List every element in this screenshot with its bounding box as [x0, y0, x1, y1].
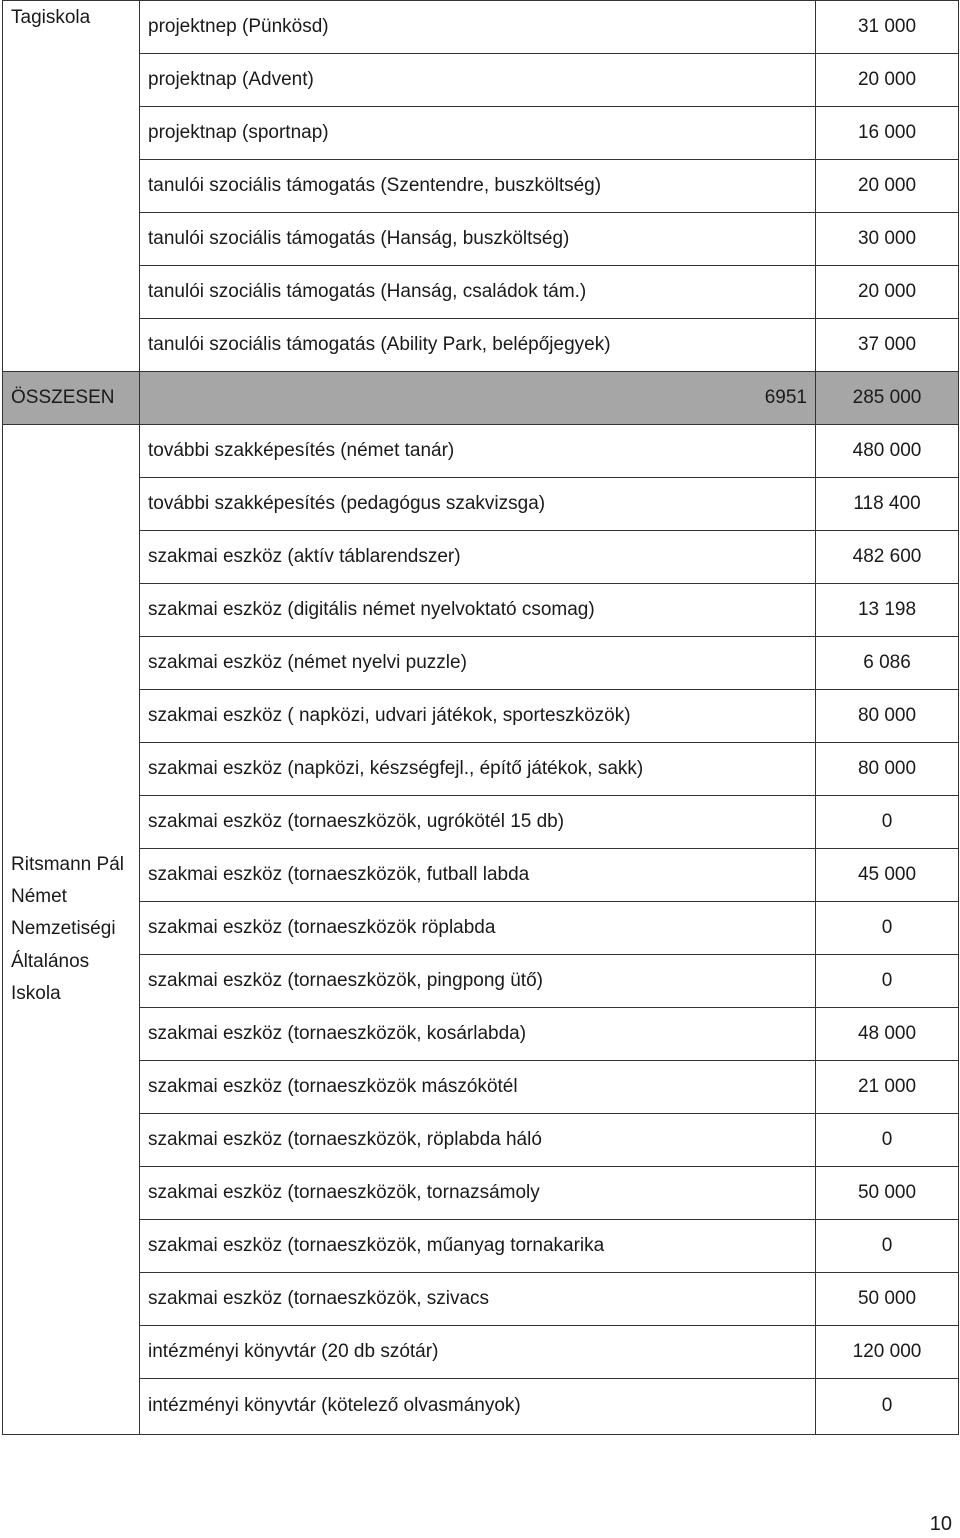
table-row	[3, 160, 959, 213]
table-row	[3, 478, 959, 531]
item-amount: 0	[816, 1379, 959, 1435]
item-description: tanulói szociális támogatás (Hanság, buszköltség)	[140, 213, 816, 266]
item-description: szakmai eszköz (tornaeszközök, futball labda	[140, 849, 816, 902]
table-row	[3, 266, 959, 319]
item-amount: 0	[816, 796, 959, 849]
item-amount: 120 000	[816, 1326, 959, 1379]
item-description: intézményi könyvtár (20 db szótár)	[140, 1326, 816, 1379]
item-description: szakmai eszköz (tornaeszközök, röplabda háló	[140, 1114, 816, 1167]
school-name: Tagiskola	[3, 1, 140, 372]
item-amount: 31 000	[816, 1, 959, 54]
item-amount: 48 000	[816, 1008, 959, 1061]
item-description: szakmai eszköz (tornaeszközök, tornazsámoly	[140, 1167, 816, 1220]
total-row	[3, 372, 959, 425]
item-amount: 37 000	[816, 319, 959, 372]
table-row	[3, 796, 959, 849]
table-row	[3, 107, 959, 160]
item-amount: 30 000	[816, 213, 959, 266]
table-row	[3, 1326, 959, 1379]
table-row	[3, 690, 959, 743]
table-row	[3, 1008, 959, 1061]
item-amount: 13 198	[816, 584, 959, 637]
table-row	[3, 531, 959, 584]
item-amount: 50 000	[816, 1167, 959, 1220]
item-description: szakmai eszköz (tornaeszközök röplabda	[140, 902, 816, 955]
table-row	[3, 425, 959, 478]
item-amount: 480 000	[816, 425, 959, 478]
item-description: projektnap (Advent)	[140, 54, 816, 107]
table-row	[3, 1114, 959, 1167]
item-amount: 118 400	[816, 478, 959, 531]
table-row	[3, 955, 959, 1008]
item-amount: 0	[816, 955, 959, 1008]
item-amount: 0	[816, 1114, 959, 1167]
item-description: szakmai eszköz (tornaeszközök, kosárlabda)	[140, 1008, 816, 1061]
item-description: szakmai eszköz (tornaeszközök, szivacs	[140, 1273, 816, 1326]
table-row	[3, 743, 959, 796]
table-row	[3, 637, 959, 690]
item-amount: 16 000	[816, 107, 959, 160]
item-description: szakmai eszköz (német nyelvi puzzle)	[140, 637, 816, 690]
item-amount: 6 086	[816, 637, 959, 690]
item-amount: 20 000	[816, 160, 959, 213]
item-description: szakmai eszköz (aktív táblarendszer)	[140, 531, 816, 584]
item-amount: 80 000	[816, 743, 959, 796]
item-description: szakmai eszköz (napközi, készségfejl., építő játékok, sakk)	[140, 743, 816, 796]
item-amount: 80 000	[816, 690, 959, 743]
table-row	[3, 319, 959, 372]
item-amount: 21 000	[816, 1061, 959, 1114]
table-row	[3, 849, 959, 902]
budget-table-body	[3, 1, 959, 1435]
item-description: szakmai eszköz (tornaeszközök mászókötél	[140, 1061, 816, 1114]
school-name: Ritsmann Pál Német Nemzetiségi Általános Iskola	[3, 425, 140, 1435]
table-row	[3, 213, 959, 266]
item-description: szakmai eszköz (tornaeszközök, műanyag tornakarika	[140, 1220, 816, 1273]
item-amount: 0	[816, 902, 959, 955]
item-amount: 50 000	[816, 1273, 959, 1326]
page-number: 10	[929, 1513, 952, 1535]
item-description: projektnap (sportnap)	[140, 107, 816, 160]
table-row	[3, 1273, 959, 1326]
item-description: tanulói szociális támogatás (Ability Park, belépőjegyek)	[140, 319, 816, 372]
item-amount: 20 000	[816, 54, 959, 107]
item-description: tanulói szociális támogatás (Hanság, családok tám.)	[140, 266, 816, 319]
item-description: intézményi könyvtár (kötelező olvasmányok)	[140, 1379, 816, 1435]
table-row	[3, 1220, 959, 1273]
table-row	[3, 584, 959, 637]
budget-table	[2, 0, 959, 1435]
item-description: szakmai eszköz (tornaeszközök, ugrókötél 15 db)	[140, 796, 816, 849]
item-description: szakmai eszköz (tornaeszközök, pingpong ütő)	[140, 955, 816, 1008]
total-label: ÖSSZESEN	[3, 372, 140, 425]
table-row	[3, 1379, 959, 1435]
total-count: 6951	[140, 372, 816, 425]
table-row	[3, 902, 959, 955]
item-amount: 20 000	[816, 266, 959, 319]
item-amount: 45 000	[816, 849, 959, 902]
item-description: szakmai eszköz (digitális német nyelvoktató csomag)	[140, 584, 816, 637]
item-description: projektnep (Pünkösd)	[140, 1, 816, 54]
item-description: további szakképesítés (német tanár)	[140, 425, 816, 478]
item-description: tanulói szociális támogatás (Szentendre, buszköltség)	[140, 160, 816, 213]
item-description: szakmai eszköz ( napközi, udvari játékok, sporteszközök)	[140, 690, 816, 743]
item-description: további szakképesítés (pedagógus szakvizsga)	[140, 478, 816, 531]
total-amount: 285 000	[816, 372, 959, 425]
table-row	[3, 54, 959, 107]
item-amount: 482 600	[816, 531, 959, 584]
item-amount: 0	[816, 1220, 959, 1273]
table-row	[3, 1061, 959, 1114]
table-row	[3, 1, 959, 54]
table-row	[3, 1167, 959, 1220]
